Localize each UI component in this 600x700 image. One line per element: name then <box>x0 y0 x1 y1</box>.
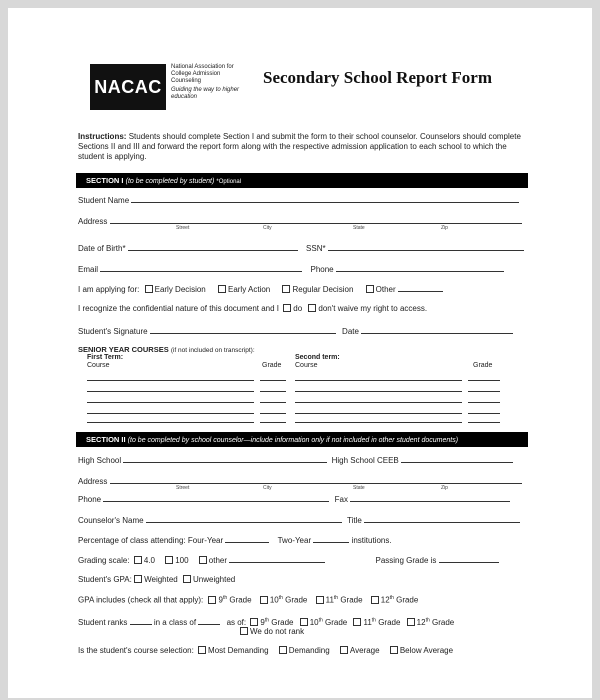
rank-grade-11-word: Grade <box>378 618 401 627</box>
below-average-label: Below Average <box>399 646 454 655</box>
rank-grade-9-word: Grade <box>271 618 294 627</box>
scale-4-checkbox[interactable] <box>134 556 142 564</box>
street-sublabel: Street <box>176 225 190 231</box>
rank-grade-12-checkbox[interactable] <box>407 618 415 626</box>
school-address-row <box>78 475 522 486</box>
course-header-2: Course <box>295 362 318 369</box>
section-2-header <box>76 432 528 447</box>
other-checkbox[interactable] <box>366 285 374 293</box>
scale-other-checkbox[interactable] <box>199 556 207 564</box>
student-name-field[interactable] <box>131 194 519 203</box>
high-school-label: High School <box>78 456 122 465</box>
gpa-grade-12-word: Grade <box>396 595 419 605</box>
senior-courses-note: (if not included on transcript): <box>170 347 255 354</box>
grade-line[interactable] <box>468 413 500 414</box>
section-2-subtitle: (to be completed by school counselor—include information only if not included in other student documents) <box>127 437 459 444</box>
early-action-label: Early Action <box>227 285 271 294</box>
gpa-grade-11-word: Grade <box>340 595 363 605</box>
signature-field[interactable] <box>150 325 336 334</box>
average-label: Average <box>349 646 380 655</box>
no-rank-label: We do not rank <box>250 627 305 636</box>
logo-tagline: Guiding the way to higher education <box>171 87 240 100</box>
school-address-label: Address <box>78 477 108 486</box>
four-year-field[interactable] <box>225 534 269 543</box>
dob-field[interactable] <box>128 242 298 251</box>
gpa-grade-9-suffix: th <box>222 595 228 601</box>
address-field[interactable] <box>110 215 522 224</box>
school-state-sublabel: State <box>353 485 365 491</box>
passing-grade-label: Passing Grade is <box>375 556 437 565</box>
do-label: do <box>293 304 303 313</box>
section-1-note: *Optional <box>216 179 242 185</box>
fax-label: Fax <box>334 495 348 504</box>
scale-100-checkbox[interactable] <box>165 556 173 564</box>
scale-other-label: other <box>208 556 228 565</box>
grade-line[interactable] <box>468 380 500 381</box>
senior-courses-heading <box>78 345 255 354</box>
rank-grade-10-suffix: th <box>318 617 323 624</box>
grade-line[interactable] <box>260 422 286 423</box>
rank-grade-11-number: 11 <box>363 618 372 627</box>
nacac-logo <box>90 64 166 110</box>
school-street-sublabel: Street <box>176 485 190 491</box>
average-checkbox[interactable] <box>340 646 348 654</box>
course-selection-row <box>78 646 453 655</box>
ssn-field[interactable] <box>328 242 524 251</box>
unweighted-checkbox[interactable] <box>183 575 191 583</box>
most-demanding-checkbox[interactable] <box>198 646 206 654</box>
passing-grade-field[interactable] <box>439 554 499 563</box>
grade-line[interactable] <box>260 402 286 403</box>
as-of-label: as of: <box>226 618 247 627</box>
course-line[interactable] <box>295 422 462 423</box>
most-demanding-label: Most Demanding <box>208 646 269 655</box>
school-city-sublabel: City <box>263 485 272 491</box>
email-phone-row <box>78 263 504 274</box>
school-phone-field[interactable] <box>103 493 329 502</box>
gpa-grade-11-suffix: th <box>333 595 339 601</box>
institutions-label: institutions. <box>351 536 392 545</box>
address-row <box>78 215 522 226</box>
logo-org-text <box>171 64 251 101</box>
scale-100-label: 100 <box>175 556 189 565</box>
signature-label: Student's Signature <box>78 327 148 336</box>
section-1-subtitle: (to be completed by student) <box>125 178 215 185</box>
course-line[interactable] <box>87 391 254 392</box>
gpa-grade-12-checkbox[interactable] <box>371 596 379 604</box>
do-waive-checkbox[interactable] <box>283 304 291 312</box>
gpa-grade-9-checkbox[interactable] <box>208 596 216 604</box>
first-term-label: First Term: <box>87 354 124 361</box>
form-page <box>8 8 592 698</box>
signature-row <box>78 325 513 336</box>
gpa-grade-10-suffix: th <box>278 595 283 601</box>
dont-label: don't waive my right to access. <box>318 304 428 313</box>
ranks-label: Student ranks <box>78 618 128 627</box>
logo-org-name: National Association for College Admission Counseling <box>171 64 234 84</box>
student-name-row <box>78 194 519 205</box>
school-address-field[interactable] <box>110 475 522 484</box>
city-sublabel: City <box>263 225 272 231</box>
state-sublabel: State <box>353 225 365 231</box>
grade-line[interactable] <box>468 422 500 423</box>
no-rank-checkbox[interactable] <box>240 627 248 635</box>
course-selection-label: Is the student's course selection: <box>78 646 194 655</box>
other-field[interactable] <box>398 283 443 292</box>
dob-ssn-row <box>78 242 524 253</box>
grading-scale-label: Grading scale: <box>78 556 130 565</box>
second-term-label: Second term: <box>295 354 340 361</box>
course-line[interactable] <box>87 422 254 423</box>
gpa-row <box>78 575 235 584</box>
early-decision-checkbox[interactable] <box>145 285 153 293</box>
weighted-label: Weighted <box>144 575 178 584</box>
high-school-field[interactable] <box>123 454 327 463</box>
rank-grade-10-word: Grade <box>325 618 348 627</box>
applying-label: I am applying for: <box>78 285 140 294</box>
counselor-row <box>78 514 520 525</box>
two-year-field[interactable] <box>313 534 349 543</box>
course-line[interactable] <box>87 402 254 403</box>
class-size-field[interactable] <box>198 616 220 625</box>
grade-line[interactable] <box>468 391 500 392</box>
rank-grade-9-suffix: th <box>264 617 269 624</box>
scale-4-label: 4.0 <box>143 556 155 565</box>
rank-grade-11-checkbox[interactable] <box>353 618 361 626</box>
senior-courses-title: SENIOR YEAR COURSES <box>78 345 169 354</box>
course-line[interactable] <box>295 402 462 403</box>
gpa-grade-12-number: 12 <box>380 595 390 605</box>
logo-wordmark: NACAC <box>94 76 162 97</box>
percentage-row <box>78 534 392 545</box>
gpa-grade-12-suffix: th <box>389 595 394 601</box>
regular-decision-label: Regular Decision <box>292 285 354 294</box>
rank-grade-10-checkbox[interactable] <box>300 618 308 626</box>
grade-header-2: Grade <box>473 362 493 369</box>
course-line[interactable] <box>295 380 462 381</box>
gpa-grade-10-word: Grade <box>285 595 308 605</box>
confidential-text: I recognize the confidential nature of this document and I <box>78 304 280 313</box>
ceeb-field[interactable] <box>401 454 513 463</box>
grade-line[interactable] <box>260 380 286 381</box>
grade-header-1: Grade <box>262 362 282 369</box>
gpa-grade-9-word: Grade <box>229 595 252 605</box>
student-name-label: Student Name <box>78 196 130 205</box>
form-title: Secondary School Report Form <box>263 68 493 87</box>
fax-field[interactable] <box>350 493 510 502</box>
rank-field[interactable] <box>130 616 152 625</box>
counselor-title-field[interactable] <box>364 514 520 523</box>
demanding-label: Demanding <box>288 646 330 655</box>
counselor-title-label: Title <box>347 516 362 525</box>
date-field[interactable] <box>361 325 513 334</box>
gpa-grade-11-number: 11 <box>325 595 334 605</box>
section-1-title: SECTION I <box>86 176 124 185</box>
grade-line[interactable] <box>260 413 286 414</box>
school-phone-label: Phone <box>78 495 102 504</box>
regular-decision-checkbox[interactable] <box>282 285 290 293</box>
course-line[interactable] <box>87 380 254 381</box>
phone-label: Phone <box>310 265 334 274</box>
date-label: Date <box>342 327 359 336</box>
unweighted-label: Unweighted <box>192 575 236 584</box>
rank-grade-12-number: 12 <box>416 618 426 627</box>
course-line[interactable] <box>295 391 462 392</box>
rank-row <box>78 616 454 627</box>
dob-label: Date of Birth* <box>78 244 126 253</box>
counselor-field[interactable] <box>146 514 342 523</box>
dont-waive-checkbox[interactable] <box>308 304 316 312</box>
four-year-label: Four-Year <box>187 536 224 545</box>
weighted-checkbox[interactable] <box>134 575 142 583</box>
rank-grade-12-word: Grade <box>431 618 455 627</box>
gpa-includes-label: GPA includes (check all that apply): <box>78 595 204 605</box>
section-2-title: SECTION II <box>86 435 126 444</box>
instructions <box>78 132 533 162</box>
grade-line[interactable] <box>260 391 286 392</box>
counselor-label: Counselor's Name <box>78 516 144 525</box>
zip-sublabel: Zip <box>441 225 448 231</box>
gpa-label: Student's GPA: <box>78 575 132 584</box>
section-1-header <box>76 173 528 188</box>
course-line[interactable] <box>295 413 462 414</box>
high-school-row <box>78 454 513 465</box>
below-average-checkbox[interactable] <box>390 646 398 654</box>
gpa-grade-9-number: 9 <box>218 595 223 605</box>
early-action-checkbox[interactable] <box>218 285 226 293</box>
ceeb-label: High School CEEB <box>331 456 399 465</box>
applying-for-row <box>78 283 443 294</box>
gpa-grade-11-checkbox[interactable] <box>316 596 324 604</box>
email-label: Email <box>78 265 99 274</box>
class-of-label: in a class of <box>153 618 197 627</box>
rank-grade-11-suffix: th <box>371 617 376 624</box>
ssn-label: SSN* <box>306 244 326 253</box>
no-rank-row <box>240 627 304 636</box>
phone-field[interactable] <box>336 263 504 272</box>
course-header-1: Course <box>87 362 110 369</box>
rank-grade-10-number: 10 <box>309 618 319 627</box>
rank-grade-12-suffix: th <box>425 617 430 624</box>
school-zip-sublabel: Zip <box>441 485 448 491</box>
demanding-checkbox[interactable] <box>279 646 287 654</box>
rank-grade-9-checkbox[interactable] <box>250 618 258 626</box>
scale-other-field[interactable] <box>229 554 325 563</box>
two-year-label: Two-Year <box>277 536 312 545</box>
early-decision-label: Early Decision <box>154 285 206 294</box>
course-line[interactable] <box>87 413 254 414</box>
phone-fax-row <box>78 493 510 504</box>
other-label: Other <box>375 285 396 294</box>
gpa-grade-10-checkbox[interactable] <box>260 596 268 604</box>
address-label: Address <box>78 217 108 226</box>
rank-grade-9-number: 9 <box>260 618 265 627</box>
percentage-label: Percentage of class attending: <box>78 536 186 545</box>
gpa-grade-10-number: 10 <box>269 595 279 605</box>
grade-line[interactable] <box>468 402 500 403</box>
gpa-includes-row <box>78 595 418 605</box>
instructions-text: Students should complete Section I and submit the form to their school counselor. Counselors should complete Sections II and III and forward the report form along with the respective admission application to each school to which the student is applying. <box>78 132 521 161</box>
grading-scale-row <box>78 554 499 565</box>
instructions-label: Instructions: <box>78 132 127 141</box>
confidential-row <box>78 304 427 313</box>
email-field[interactable] <box>100 263 302 272</box>
